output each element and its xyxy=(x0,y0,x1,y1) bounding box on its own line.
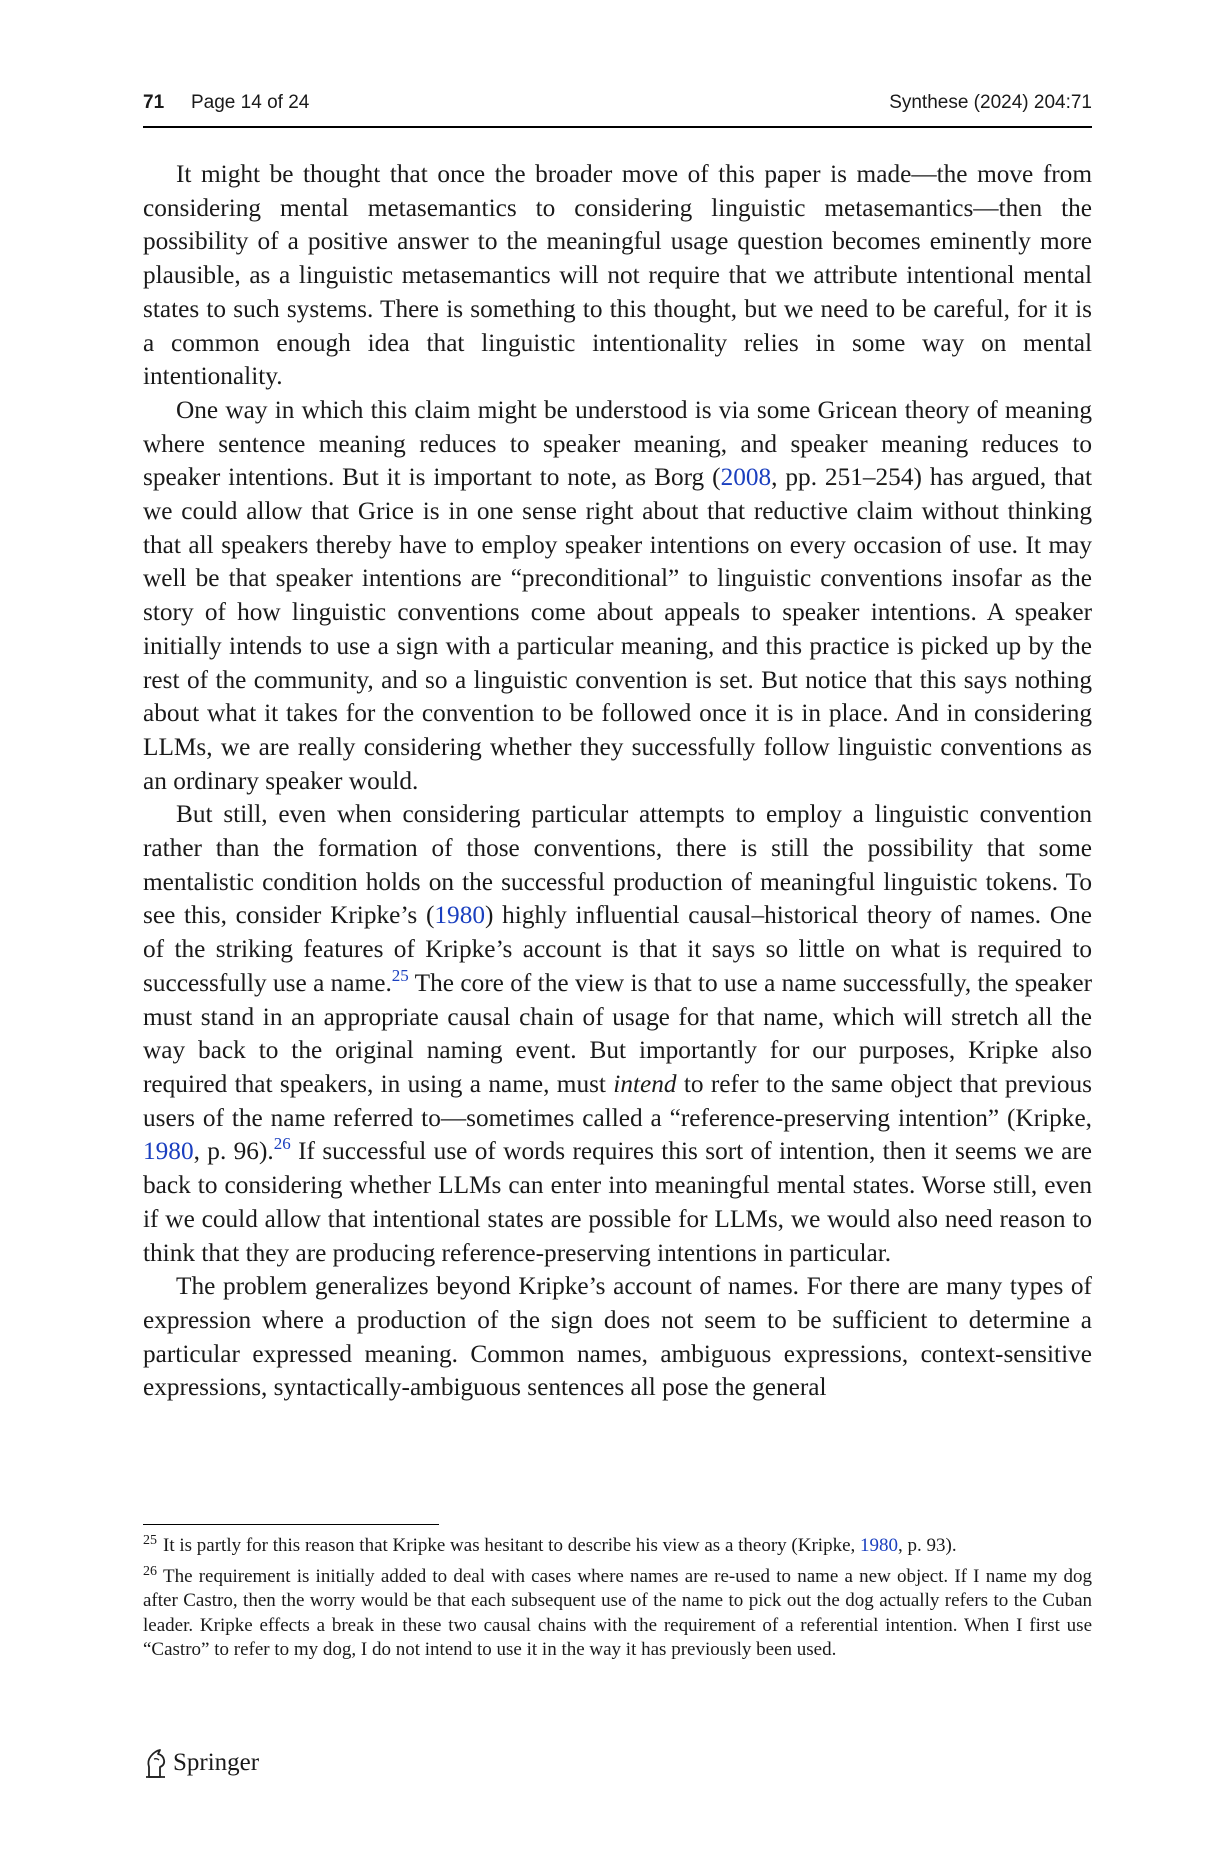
footnote-ref-25[interactable]: 25 xyxy=(391,965,409,985)
publisher-name: Springer xyxy=(173,1749,260,1776)
paragraph-1: It might be thought that once the broader move of this paper is made—the move from considering mental metasemantics to considering linguistic metasemantics—then the possibility of a positive answer to the meaningful usage question becomes eminently more plausible, as a linguistic metasemantics will not require that we attribute intentional mental states to such systems. There is something to this thought, but we need to be careful, for it is a common enough idea that linguistic intentionality relies in some way on mental intentionality. xyxy=(143,160,1092,391)
text-run: The requirement is initially added to deal with cases where names are re-used to name a new object. If I name my dog after Castro, then the worry would be that each subsequent use of the name to pick out the dog actually refers to the Cuban leader. Kripke effects a break in these two causal chains with the requirement of a referential intention. When I first use “Castro” to refer to my dog, I do not intend to use it in the way it has previously been used. xyxy=(143,1565,1092,1660)
footnote-number: 25 xyxy=(143,1533,157,1548)
footnote-number: 26 xyxy=(143,1563,157,1579)
paragraph-3 xyxy=(143,798,1092,1270)
journal-citation: Synthese (2024) 204:71 xyxy=(889,92,1092,113)
citation-link-borg-2008[interactable]: 2008 xyxy=(720,463,772,492)
publisher-logo xyxy=(143,1746,259,1780)
running-header xyxy=(143,92,1092,128)
citation-link-kripke-1980[interactable]: 1980 xyxy=(860,1535,899,1556)
citation-link-kripke-1980[interactable]: 1980 xyxy=(143,1137,194,1166)
text-run: ) highly influential causal–historical theory of names. One of the striking features of Kripke’s account is that it says so little on what is required to successfully use a name. xyxy=(143,901,1092,997)
text-run: One way in which this claim might be understood is via some Gricean theory of meaning where sentence meaning reduces to speaker meaning, and speaker meaning reduces to speaker intentions. But it is important to note, as Borg ( xyxy=(143,395,1092,492)
text-run: , pp. 251–254) has argued, that we could allow that Grice is in one sense right about that reductive claim without thinking that all speakers thereby have to employ speaker intentions on every occasion of use. It may well be that speaker intentions are “preconditional” to linguistic conventions insofar as the story of how linguistic conventions come about appeals to speaker intentions. A speaker initially intends to use a sign with a particular meaning, and this practice is picked up by the rest of the community, and so a linguistic convention is set. But notice that this says nothing about what it takes for the convention to be followed once it is in place. And in considering LLMs, we are really considering whether they successfully follow linguistic conventions as an ordinary speaker would. xyxy=(143,463,1092,795)
header-rule xyxy=(143,126,1092,128)
text-run: But still, even when considering particular attempts to employ a linguistic convention rather than the formation of those conventions, there is still the possibility that some mentalistic condition holds on the successful production of meaningful linguistic tokens. To see this, consider Kripke’s ( xyxy=(143,800,1092,930)
paragraph-2 xyxy=(143,394,1092,798)
text-run: The core of the view is that to use a name successfully, the speaker must stand in an appropriate causal chain of usage for that name, which will stretch all the way back to the original naming event. But importantly for our purposes, Kripke also required that speakers, in using a name, must xyxy=(143,968,1093,1098)
footnote-ref-26[interactable]: 26 xyxy=(273,1134,291,1154)
emphasis-intend: intend xyxy=(613,1069,677,1098)
footnote-25 xyxy=(143,1534,1092,1559)
footnote-26 xyxy=(143,1565,1092,1663)
text-run: to refer to the same object that previous users of the name referred to—sometimes called a “reference-preserving intention” (Kripke, xyxy=(143,1069,1092,1132)
footnote-rule xyxy=(143,1524,439,1525)
text-run: , p. 96). xyxy=(193,1137,274,1166)
article-number: 71 xyxy=(143,92,165,113)
footnotes xyxy=(143,1534,1092,1669)
citation-link-kripke-1980[interactable]: 1980 xyxy=(434,901,485,930)
text-run: If successful use of words requires this sort of intention, then it seems we are back to considering whether LLMs can enter into meaningful mental states. Worse still, even if we could allow that intentional states are possible for LLMs, we would also need reason to think that they are producing reference-preserving intentions in particular. xyxy=(143,1137,1092,1267)
main-text xyxy=(143,158,1092,1405)
text-run: , p. 93). xyxy=(898,1535,957,1556)
text-run: It is partly for this reason that Kripke was hesitant to describe his view as a theory (Kripke, xyxy=(163,1535,861,1556)
springer-horse-icon xyxy=(143,1747,169,1779)
page-indicator: Page 14 of 24 xyxy=(191,92,310,113)
paragraph-4: The problem generalizes beyond Kripke’s account of names. For there are many types of expression where a production of the sign does not seem to be sufficient to determine a particular expressed meaning. Common names, ambiguous expressions, context-sensitive expressions, syntactically-ambiguous sentences all pose the general xyxy=(143,1272,1092,1402)
